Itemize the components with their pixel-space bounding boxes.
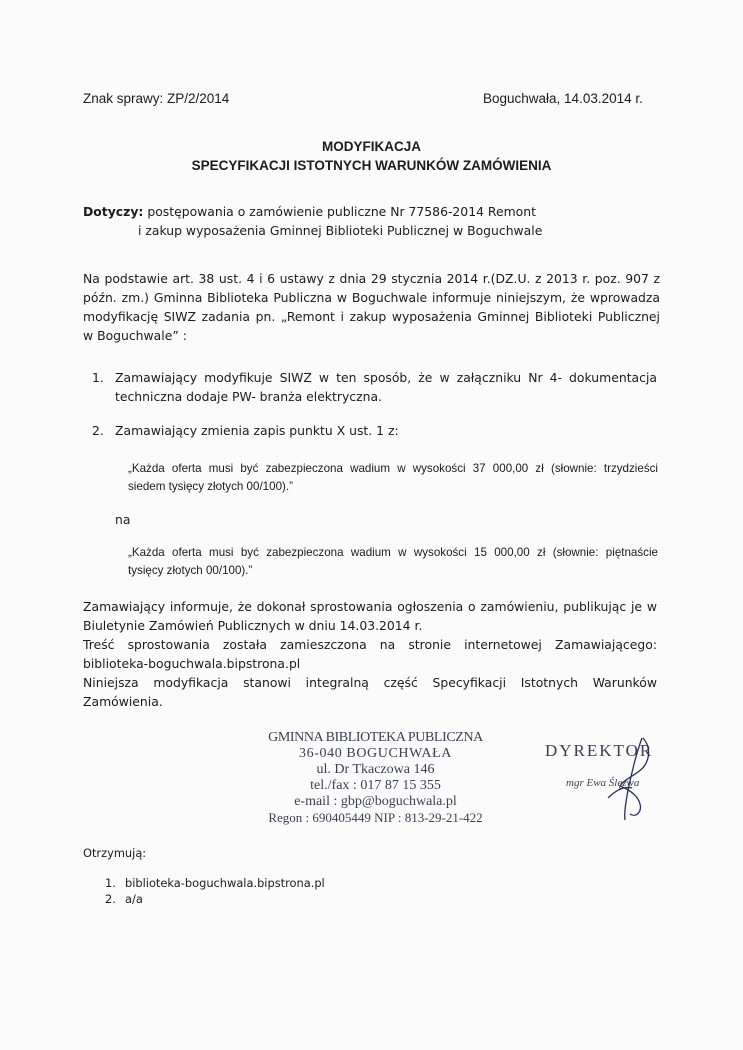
- recipient-text: biblioteka-boguchwala.bipstrona.pl: [125, 876, 325, 890]
- subject: [83, 202, 542, 240]
- place-date: Boguchwała, 14.03.2014 r.: [483, 91, 643, 106]
- list-item: Zamawiający zmienia zapis punktu X ust. 1 z:: [115, 423, 399, 438]
- connector-word: na: [115, 512, 131, 527]
- closing-line-6: Zamówienia.: [83, 694, 163, 709]
- quote-old: [128, 460, 658, 496]
- recipient-number: 2.: [105, 892, 116, 906]
- list-item-line: Zamawiający modyfikuje SIWZ w ten sposób, że w załączniku Nr 4- dokumentacja: [115, 370, 657, 385]
- list-item-line: techniczna dodaje PW- branża elektryczna.: [115, 389, 382, 404]
- list-item-number: 2.: [92, 423, 104, 438]
- intro-line-4: w Boguchwale” :: [83, 328, 187, 343]
- closing-paragraph: [83, 597, 657, 711]
- stamp-line-3: ul. Dr Tkaczowa 146: [316, 762, 435, 777]
- closing-line-5: Niniejsza modyfikacja stanowi integralną część Specyfikacji Istotnych Warunków: [83, 675, 657, 690]
- closing-line-4: biblioteka-boguchwala.bipstrona.pl: [83, 656, 301, 671]
- institution-stamp: [248, 730, 503, 826]
- intro-line-1: Na podstawie art. 38 ust. 4 i 6 ustawy z dnia 29 stycznia 2014 r.(DZ.U. z 2013 r. poz. 907 z: [83, 271, 660, 286]
- recipient-number: 1.: [105, 876, 116, 890]
- list-item: [105, 875, 325, 891]
- stamp-line-1: GMINNA BIBLIOTEKA PUBLICZNA: [268, 730, 483, 745]
- stamp-line-5: e-mail : gbp@boguchwala.pl: [294, 794, 457, 809]
- subject-label: Dotyczy:: [83, 204, 144, 219]
- title-line-2: SPECYFIKACJI ISTOTNYCH WARUNKÓW ZAMÓWIENIA: [191, 158, 552, 173]
- recipients-label: Otrzymują:: [83, 846, 147, 860]
- closing-line-3: Treść sprostowania została zamieszczona na stronie internetowej Zamawiającego:: [83, 637, 657, 652]
- list-item-number: 1.: [92, 370, 104, 385]
- quote-new: [128, 544, 658, 580]
- director-name: mgr Ewa Ślęzwa: [566, 777, 640, 789]
- recipients-list: [105, 875, 325, 907]
- quote-old-line-2: siedem tysięcy złotych 00/100).”: [128, 480, 293, 493]
- subject-line-1: postępowania o zamówienie publiczne Nr 77586-2014 Remont: [143, 204, 536, 219]
- quote-new-line-1: „Każda oferta musi być zabezpieczona wadium w wysokości 15 000,00 zł (słownie: piętnaście: [128, 546, 658, 559]
- recipient-text: a/a: [125, 892, 143, 906]
- page-title: [0, 137, 743, 175]
- subject-line-2: i zakup wyposażenia Gminnej Biblioteki Publicznej w Boguchwale: [138, 223, 543, 238]
- quote-old-line-1: „Każda oferta musi być zabezpieczona wadium w wysokości 37 000,00 zł (słownie: trzydzieści: [128, 462, 658, 475]
- closing-line-1: Zamawiający informuje, że dokonał sprostowania ogłoszenia o zamówieniu, publikując je w: [83, 599, 657, 614]
- closing-line-2: Biuletynie Zamówień Publicznych w dniu 14.03.2014 r.: [83, 618, 423, 633]
- quote-new-line-2: tysięcy złotych 00/100).”: [128, 564, 253, 577]
- case-reference: Znak sprawy: ZP/2/2014: [83, 91, 230, 106]
- stamp-line-4: tel./fax : 017 87 15 355: [310, 778, 441, 793]
- handwritten-signature-icon: [580, 720, 690, 830]
- intro-paragraph: [83, 269, 660, 345]
- director-title: DYREKTOR: [545, 741, 654, 760]
- intro-line-2: późn. zm.) Gminna Biblioteka Publiczna w Boguchwale informuje niniejszym, że wprowadza: [83, 290, 660, 305]
- intro-line-3: modyfikację SIWZ zadania pn. „Remont i zakup wyposażenia Gminnej Biblioteki Publicznej: [83, 309, 660, 324]
- list-item: [115, 368, 657, 406]
- list-item: [105, 891, 325, 907]
- stamp-line-2: 36-040 BOGUCHWAŁA: [299, 746, 452, 761]
- title-line-1: MODYFIKACJA: [321, 139, 421, 154]
- stamp-line-6: Regon : 690405449 NIP : 813-29-21-422: [268, 810, 483, 825]
